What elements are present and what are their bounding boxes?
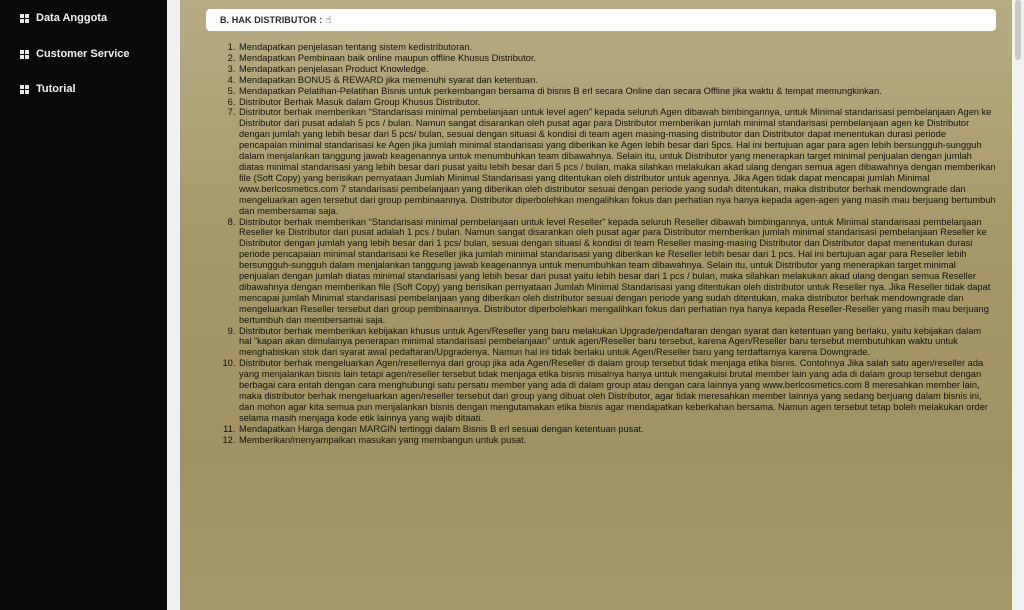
scrollbar-thumb[interactable]: [1015, 0, 1021, 60]
grid-icon: [20, 50, 29, 59]
list-item: 1. Mendapatkan penjelasan tentang sistem kedistributoran.: [238, 42, 996, 53]
list-item: 12. Memberikan/menyampaikan masukan yang membangun untuk pusat.: [238, 435, 996, 446]
section-title: B. HAK DISTRIBUTOR :: [220, 15, 323, 25]
list-item: 7. Distributor berhak memberikan “Standarisasi minimal pembelanjaan untuk level agen” kepada seluruh Agen dibawah bimbingannya, untuk Minimal standarisasi pembelanjaan Agen ke Distributor dari pusat adalah 5 pcs / bulan. Namun sangat disarankan oleh pusat agar para Distributor memberikan jumlah minimal standarisasi pembelanjaan agen ke Distributor dengan jumlah yang lebih besar dari 5 pcs/ bulan, sesuai dengan situasi & kondisi di team agen masing-masing distributor dan Distributor dapat menentukan durasi periode pencapaian minimal standarisasi ke Agen jika jumlah minimal standarisasi yang diberikan ke Agen lebih besar dari 5pcs. Hal ini bertujuan agar para agen lebih bersungguh-sungguh dalam menjalankan tanggung jawab keagenannya untuk menumbuhkan team dibawahnya. Selain itu, untuk Distributor yang menerapkan target minimal penjualan dengan jumlah diatas minimal standarisasi yang lebih besar dari pusat yaitu lebih besar dari 5 pcs / bulan, maka silahkan melakukan akad ulang dengan semua agen dibawahnya dengan memberikan file (Soft Copy) yang berisikan pernyataan Jumlah Minimal Standarisasi yang ditentukan oleh distributor untuk agennya. Jika Agen tidak dapat mencapai jumlah Minimal www.berlcosmetics.com 7 standarisasi pembelanjaan yang diberikan oleh distributor sesuai dengan periode yang sudah ditentukan, maka distributor berhak mendowngrade dan mengeluarkan agen tersebut dari group pembinaannya. Distributor diperbolehkan mengalihkan fokus dan perhatian nya hanya kepada agen-agen yang masih mau berjuang bertumbuh dan membersamai saja.: [238, 107, 996, 216]
grid-icon: [20, 85, 29, 94]
sidebar-item-customer-service[interactable]: [20, 45, 130, 63]
rights-list: [218, 42, 996, 446]
list-item: 5. Mendapatkan Pelatihan-Pelatihan Bisnis untuk perkembangan bersama di bisnis B erl secara Online dan secara Offline jika waktu & tempat memungkinkan.: [238, 86, 996, 97]
list-item: 4. Mendapatkan BONUS & REWARD jika memenuhi syarat dan ketentuan.: [238, 75, 996, 86]
main-content: [180, 0, 1012, 610]
list-item: 9. Distributor berhak memberikan kebijakan khusus untuk Agen/Reseller yang baru melakukan Upgrade/pendaftaran dengan syarat dan ketentuan yang berlaku, yaitu kebijakan dalam hal “kapan akan dimulainya penerapan minimal standarisasi pembelanjaan” untuk agen/Reseller baru tersebut, karena Agen/Reseller baru tersebut membutuhkan waktu untuk menghabiskan stok dari syarat awal pedaftaran/Upgradenya. Namun hal ini tidak berlaku untuk Agen/Reseller baru yang terdaftarnya karena Downgrade.: [238, 326, 996, 359]
section-header: [206, 9, 996, 31]
list-item: 2. Mendapatkan Pembinaan baik online maupun offline Khusus Distributor.: [238, 53, 996, 64]
scrollbar-track[interactable]: [1012, 0, 1024, 610]
grid-icon: [20, 14, 29, 23]
list-item: 8. Distributor berhak memberikan “Standarisasi minimal pembelanjaan untuk level Reseller” kepada seluruh Reseller dibawah bimbingannya, untuk Minimal standarisasi pembelanjaan Reseller ke Distributor dari pusat adalah 1 pcs / bulan. Namun sangat disarankan oleh pusat agar para Distributor memberikan jumlah minimal standarisasi pembelanjaan Reseller ke Distributor dengan jumlah yang lebih besar dari 1 pcs/ bulan, sesuai dengan situasi & kondisi di team Reseller masing-masing Distributor dan Distributor dapat menentukan durasi periode pencapaian minimal standarisasi ke Reseller jika jumlah minimal standarisasi yang diberikan ke Reseller lebih besar dari 1 pcs. Hal ini bertujuan agar para Reseller lebih bersungguh-sungguh dalam menjalankan tanggung jawab keagenannya untuk menumbuhkan team dibawahnya. Selain itu, untuk Distributor yang menerapkan target minimal penjualan dengan jumlah diatas minimal standarisasi yang lebih besar dari pusat yaitu lebih besar dari 1 pcs / bulan, maka silahkan melakukan akad ulang dengan semua Reseller dibawahnya dengan memberikan file (Soft Copy) yang berisikan pernyataan Jumlah Minimal Standarisasi yang ditentukan oleh distributor untuk Reseller nya. Jika Reseller tidak dapat mencapai jumlah Minimal standarisasi pembelanjaan yang diberikan oleh distributor sesuai dengan periode yang sudah ditentukan, maka distributor berhak mendowngrade dan mengeluarkan Reseller tersebut dari group pembinaannya. Distributor diperbolehkan mengalihkan fokus dan perhatian nya hanya kepada Reseller-Reseller yang masih mau berjuang bertumbuh dan membersamai saja.: [238, 217, 996, 326]
list-item: 3. Mendapatkan penjelasan Product Knowledge.: [238, 64, 996, 75]
sidebar-item-label: Tutorial: [36, 83, 76, 95]
sidebar-item-label: Customer Service: [36, 48, 130, 60]
sidebar-item-tutorial[interactable]: [20, 80, 76, 98]
list-item: 10. Distributor berhak mengeluarkan Agen/resellernya dari group jika ada Agen/Reseller di dalam group tersebut tidak menjaga etika bisnis. Contohnya Jika salah satu agen/reseller ada yang menjalankan bisnis lain tetapi agen/reseller tersebut tidak menjaga etika bisnis misalnya hanya untuk mengakuisi brutal member lain yang ada di dalam group tersebut dengan berbagai cara entah dengan cara menghubungi satu persatu member yang ada di dalam group atau dengan cara lainnya yang www.berlcosmetics.com 8 meresahkan member lain, maka distributor berhak mengeluarkan agen/reseller tersebut dari group yang dibuat oleh Distributor, agar tidak meresahkan member lainnya yang sedang berjuang dalam bisnis ini, dan mohon agar kita semua pun menjalankan bisnis dengan mengutamakan etika bisnis agar mendapatkan keberkahan bersama. Namun agen tersebut tetap boleh melakukan order selama masih menjaga kode etik lainnya yang wajib ditaati.: [238, 358, 996, 423]
section-content: [218, 42, 996, 446]
sidebar-item-data-anggota[interactable]: [20, 9, 107, 27]
list-item: 11. Mendapatkan Harga dengan MARGIN tertinggi dalam Bisnis B erl sesuai dengan ketentuan pusat.: [238, 424, 996, 435]
hand-cursor-icon: ☝: [325, 14, 332, 26]
list-item: 6. Distributor Berhak Masuk dalam Group Khusus Distributor.: [238, 97, 996, 108]
sidebar: [0, 0, 167, 610]
sidebar-item-label: Data Anggota: [36, 12, 108, 24]
